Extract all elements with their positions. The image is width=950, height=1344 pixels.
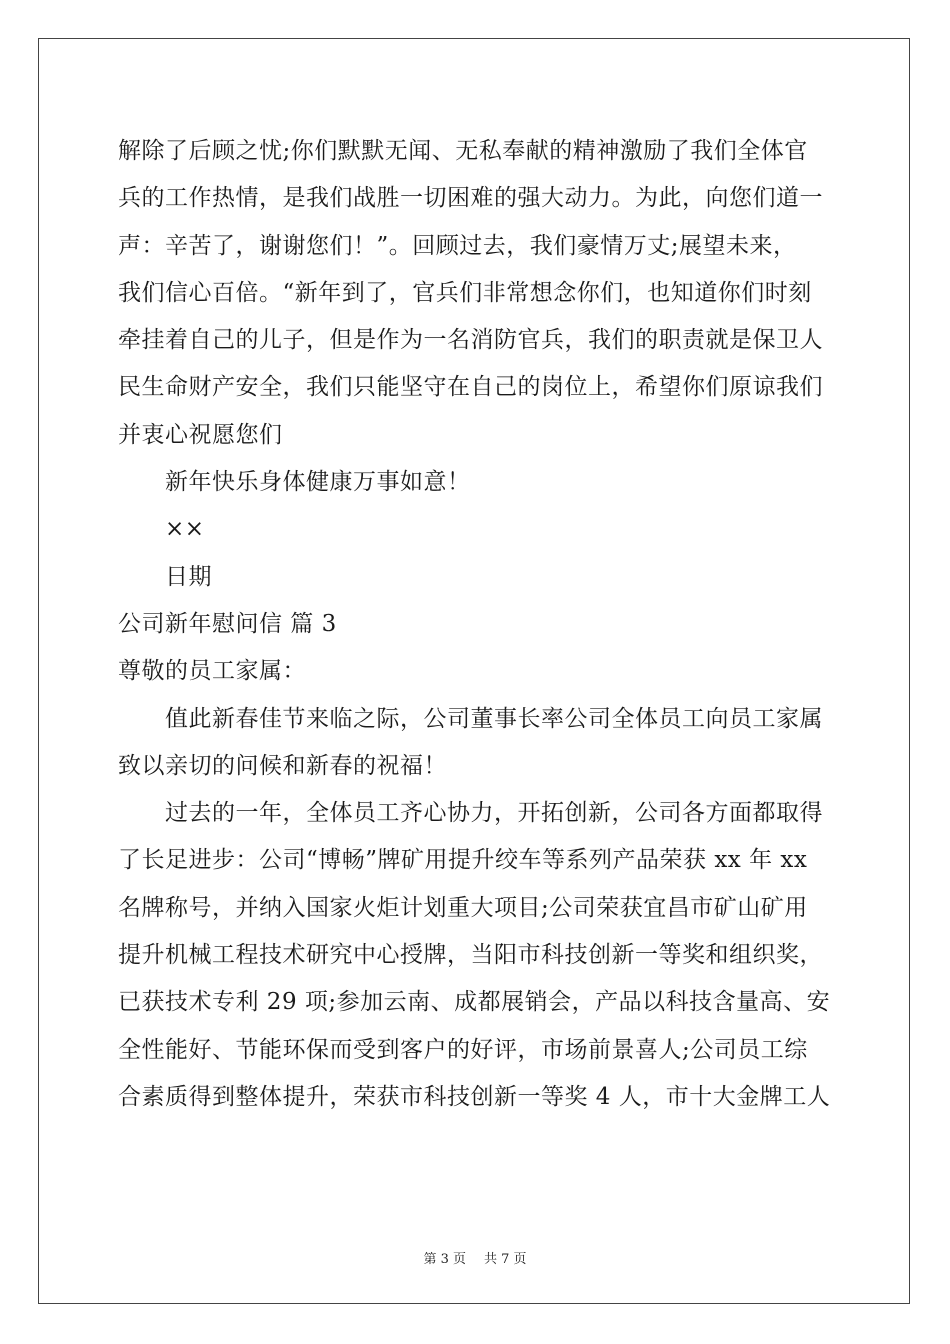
text-line: 我们信心百倍。“新年到了，官兵们非常想念你们，也知道你们时刻 [118,279,812,306]
text-line: 日期 [165,563,212,590]
text-line: 民生命财产安全，我们只能坚守在自己的岗位上，希望你们原谅我们 [118,374,823,401]
text-line: 名牌称号，并纳入国家火炬计划重大项目;公司荣获宜昌市矿山矿用 [118,894,808,921]
text-line: 提升机械工程技术研究中心授牌，当阳市科技创新一等奖和组织奖， [118,942,823,969]
text-line: 全性能好、节能环保而受到客户的好评，市场前景喜人;公司员工综 [118,1036,808,1063]
document-body [118,128,838,1121]
text-line: 致以亲切的问候和新春的祝福！ [118,752,447,779]
text-line: 牵挂着自己的儿子，但是作为一名消防官兵，我们的职责就是保卫人 [118,327,823,354]
text-line: 新年快乐身体健康万事如意！ [165,469,471,496]
text-line: 已获技术专利 29 项;参加云南、成都展销会，产品以科技含量高、安 [118,989,831,1016]
text-line: 并衷心祝愿您们 [118,421,283,448]
text-line: 过去的一年，全体员工齐心协力，开拓创新，公司各方面都取得 [165,800,823,827]
text-line: 声：辛苦了，谢谢您们！”。回顾过去，我们豪情万丈;展望未来， [118,232,797,259]
page-footer [0,1248,950,1267]
page-number: 第 3 页 [423,1252,466,1267]
page-total: 共 7 页 [484,1252,527,1267]
text-line: 解除了后顾之忧;你们默默无闻、无私奉献的精神激励了我们全体官 [118,138,808,164]
text-line: 公司新年慰问信 篇 3 [118,610,337,637]
text-line: 兵的工作热情，是我们战胜一切困难的强大动力。为此，向您们道一 [118,185,823,212]
text-line: 合素质得到整体提升，荣获市科技创新一等奖 4 人，市十大金牌工人 [118,1083,831,1110]
text-line: 了长足进步：公司“博畅”牌矿用提升绞车等系列产品荣获 xx 年 xx [118,847,808,874]
text-line: 尊敬的员工家属： [118,658,306,685]
text-line: ×× [165,516,205,543]
text-line: 值此新春佳节来临之际，公司董事长率公司全体员工向员工家属 [165,705,823,732]
